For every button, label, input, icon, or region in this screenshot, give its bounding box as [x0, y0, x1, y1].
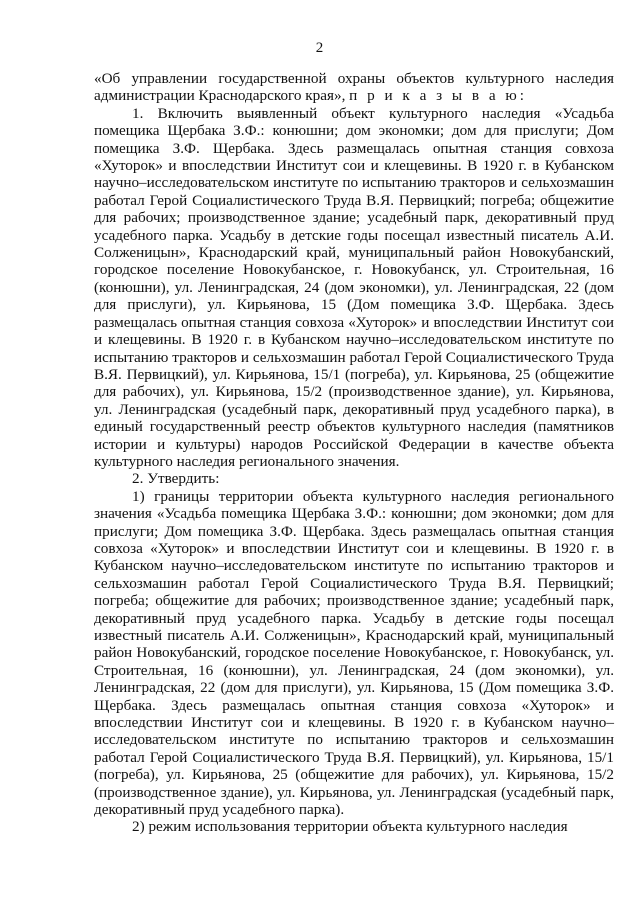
- item-2-text: Утвердить:: [147, 470, 220, 488]
- item-2-paragraph: [94, 470, 614, 487]
- subitem-1-number: 1): [132, 487, 145, 505]
- prikazyvayu-word: п р и к а з ы в а ю:: [349, 87, 527, 105]
- intro-text: «Об управлении государственной охраны объектов культурного наследия администрации Краснодарского края»,: [94, 70, 614, 105]
- item-1-number: 1.: [132, 104, 144, 122]
- subitem-1-text: границы территории объекта культурного наследия регионального значения «Усадьба помещика Щербака З.Ф.: конюшни; дом экономки; дом для прислуги; Дом помещика З.Ф. Щербака. Здесь размещалась опытная станция совхоза «Хуторок» и впоследствии Институт сои и клещевины. В 1920 г. в Кубанском научно–исследовательском институте по испытанию тракторов и сельхозмашин работал Герой Социалистического Труда В.Я. Первицкий; погреба; общежитие для рабочих; производственное здание; усадебный парк, декоративный пруд усадебного парка. Усадьбу в детские годы посещал известный писатель А.И. Солженицын», Краснодарский край, муниципальный район Новокубанский, городское поселение Новокубанское, г. Новокубанск, ул. Строительная, 16 (конюшни), ул. Ленинградская, 24 (дом экономки), ул. Ленинградская, 22 (дом для прислуги), ул. Кирьянова, 15 (Дом помещика З.Ф. Щербака. Здесь размещалась опытная станция совхоза «Хуторок» и впоследствии Институт сои и клещевины. В 1920 г. в Кубанском научно–исследовательском институте по испытанию тракторов и сельхозмашин работал Герой Социалистического Труда В.Я. Первицкий), ул. Кирьянова, 15/1 (погреба), ул. Кирьянова, 25 (общежитие для рабочих), ул. Кирьянова, 15/2 (производственное здание), ул. Кирьянова, ул. Ленинградская (усадебный парк, декоративный пруд усадебного парка).: [94, 487, 614, 819]
- intro-paragraph: [94, 70, 614, 105]
- item-1-text: Включить выявленный объект культурного наследия «Усадьба помещика Щербака З.Ф.: конюшни; дом экономки; дом для прислуги; Дом помещика З.Ф. Щербака. Здесь размещалась опытная станция совхоза «Хуторок» и впоследствии Институт сои и клещевины. В 1920 г. в Кубанском научно–исследовательском институте по испытанию тракторов и сельхозмашин работал Герой Социалистического Труда В.Я. Первицкий; погреба; общежитие для рабочих; производственное здание; усадебный парк, декоративный пруд усадебного парка. Усадьбу в детские годы посещал известный писатель А.И. Солженицын», Краснодарский край, муниципальный район Новокубанский, городское поселение Новокубанское, г. Новокубанск, ул. Строительная, 16 (конюшни), ул. Ленинградская, 24 (дом экономки), ул. Ленинградская, 22 (дом для прислуги), ул. Кирьянова, 15 (Дом помещика З.Ф. Щербака. Здесь размещалась опытная станция совхоза «Хуторок» и впоследствии Институт сои и клещевины. В 1920 г. в Кубанском научно–исследовательском институте по испытанию тракторов и сельхозмашин работал Герой Социалистического Труда В.Я. Первицкий), ул. Кирьянова, 15/1 (погреба), ул. Кирьянова, 25 (общежитие для рабочих), ул. Кирьянова, 15/2 (производственное здание), ул. Кирьянова, ул. Ленинградская (усадебный парк, декоративный пруд усадебного парка), в единый государственный реестр объектов культурного наследия (памятников истории и культуры) народов Российской Федерации в качестве объекта культурного наследия регионального значения.: [94, 104, 615, 470]
- document-body: [94, 70, 614, 836]
- item-2-number: 2.: [132, 470, 144, 488]
- item-1-paragraph: [94, 105, 614, 471]
- subitem-2-text: режим использования территории объекта культурного наследия: [148, 818, 568, 836]
- subitem-2-number: 2): [132, 818, 145, 836]
- subitem-1-paragraph: [94, 488, 614, 819]
- subitem-2-paragraph: [94, 818, 614, 835]
- page-number: 2: [315, 40, 324, 56]
